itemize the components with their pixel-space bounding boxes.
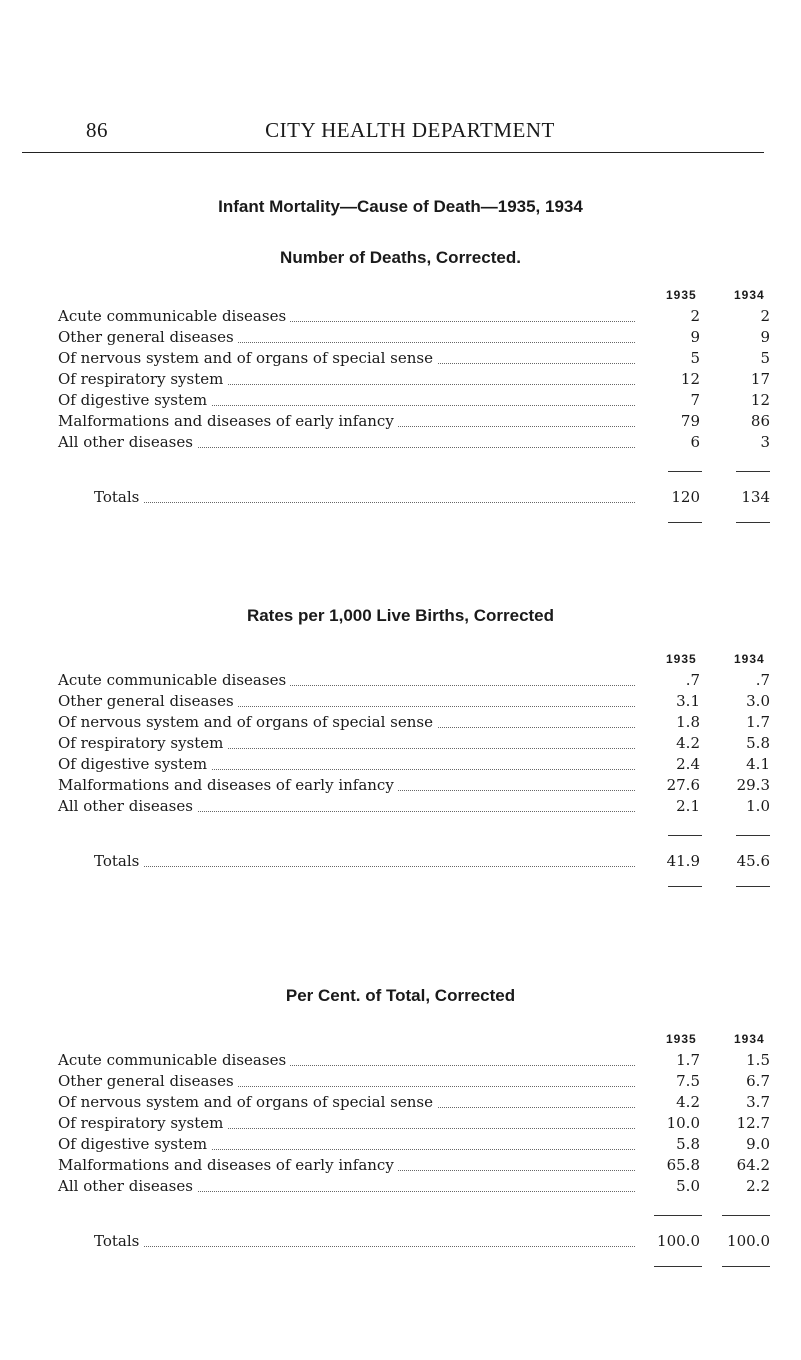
- row-label: Malformations and diseases of early infancy: [58, 775, 398, 796]
- value-1934: 9.0: [710, 1134, 770, 1155]
- rule-line: [668, 835, 702, 836]
- row-label: Other general diseases: [58, 327, 238, 348]
- table-row: [58, 775, 768, 796]
- row-label: Of nervous system and of organs of special sense: [58, 1092, 437, 1113]
- value-1935: 79: [640, 411, 700, 432]
- rule-line: [668, 522, 702, 523]
- deaths-table: [58, 286, 768, 528]
- dot-leader: [138, 866, 635, 867]
- row-label: Totals: [94, 851, 143, 872]
- row-label: Of respiratory system: [58, 1113, 227, 1134]
- year-header: [58, 286, 768, 306]
- totals-row: [58, 487, 768, 508]
- row-label: Of digestive system: [58, 754, 211, 775]
- totals-row: [58, 1231, 768, 1252]
- value-1935: 41.9: [640, 851, 700, 872]
- value-1934: 9: [710, 327, 770, 348]
- row-label: Of digestive system: [58, 390, 211, 411]
- value-1935: 12: [640, 369, 700, 390]
- total-rules: [58, 1252, 768, 1272]
- value-1935: 6: [640, 432, 700, 453]
- value-1934: 4.1: [710, 754, 770, 775]
- value-1935: .7: [640, 670, 700, 691]
- table-row: [58, 1071, 768, 1092]
- row-label: Totals: [94, 487, 143, 508]
- table-row: [58, 733, 768, 754]
- row-label: Of nervous system and of organs of special sense: [58, 712, 437, 733]
- total-rules: [58, 508, 768, 528]
- value-1934: 12: [710, 390, 770, 411]
- department-title: CITY HEALTH DEPARTMENT: [265, 118, 555, 142]
- value-1935: 120: [640, 487, 700, 508]
- value-1934: 2: [710, 306, 770, 327]
- row-label: Acute communicable diseases: [58, 670, 290, 691]
- year-header: [58, 1030, 768, 1050]
- value-1934: 3.7: [710, 1092, 770, 1113]
- value-1935: 1.8: [640, 712, 700, 733]
- table-row: [58, 712, 768, 733]
- row-label: Malformations and diseases of early infancy: [58, 1155, 398, 1176]
- row-label: Malformations and diseases of early infancy: [58, 411, 398, 432]
- row-label: Other general diseases: [58, 1071, 238, 1092]
- table-row: [58, 670, 768, 691]
- year-1935: 1935: [666, 288, 697, 302]
- total-rules: [58, 872, 768, 892]
- subtotal-rules: [58, 1197, 768, 1231]
- section-title: Per Cent. of Total, Corrected: [285, 986, 516, 1005]
- value-1934: 6.7: [710, 1071, 770, 1092]
- rule-line: [668, 886, 702, 887]
- value-1934: 45.6: [710, 851, 770, 872]
- year-header: [58, 650, 768, 670]
- table-row: [58, 432, 768, 453]
- value-1934: 12.7: [710, 1113, 770, 1134]
- value-1935: 3.1: [640, 691, 700, 712]
- value-1935: 100.0: [640, 1231, 700, 1252]
- year-1935: 1935: [666, 652, 697, 666]
- main-title: Infant Mortality—Cause of Death—1935, 1934: [218, 197, 583, 216]
- table-row: [58, 411, 768, 432]
- rule-line: [654, 1215, 702, 1216]
- rule-line: [736, 835, 770, 836]
- row-label: All other diseases: [58, 432, 197, 453]
- row-label: All other diseases: [58, 1176, 197, 1197]
- rule-line: [736, 522, 770, 523]
- rule-line: [736, 886, 770, 887]
- value-1934: 3: [710, 432, 770, 453]
- table-row: [58, 691, 768, 712]
- table-row: [58, 390, 768, 411]
- value-1934: 29.3: [710, 775, 770, 796]
- section-title: Rates per 1,000 Live Births, Corrected: [246, 606, 555, 625]
- value-1935: 5: [640, 348, 700, 369]
- value-1935: 2.1: [640, 796, 700, 817]
- page-number: 86: [86, 118, 108, 142]
- value-1934: 86: [710, 411, 770, 432]
- table-row: [58, 1176, 768, 1197]
- row-label: Of digestive system: [58, 1134, 211, 1155]
- header-rule: [22, 152, 764, 153]
- table-row: [58, 306, 768, 327]
- value-1935: 7: [640, 390, 700, 411]
- value-1935: 5.0: [640, 1176, 700, 1197]
- value-1934: 17: [710, 369, 770, 390]
- table-row: [58, 1092, 768, 1113]
- value-1935: 10.0: [640, 1113, 700, 1134]
- row-label: Acute communicable diseases: [58, 306, 290, 327]
- rule-line: [722, 1266, 770, 1267]
- value-1934: .7: [710, 670, 770, 691]
- subtotal-rules: [58, 453, 768, 487]
- table-row: [58, 1113, 768, 1134]
- year-1934: 1934: [734, 652, 765, 666]
- value-1934: 100.0: [710, 1231, 770, 1252]
- table-row: [58, 348, 768, 369]
- table-row: [58, 1155, 768, 1176]
- value-1935: 9: [640, 327, 700, 348]
- dot-leader: [138, 1246, 635, 1247]
- value-1934: 2.2: [710, 1176, 770, 1197]
- section-title: Number of Deaths, Corrected.: [280, 248, 521, 267]
- year-1934: 1934: [734, 1032, 765, 1046]
- rule-line: [668, 471, 702, 472]
- value-1934: 5: [710, 348, 770, 369]
- value-1934: 1.0: [710, 796, 770, 817]
- value-1935: 2.4: [640, 754, 700, 775]
- value-1935: 5.8: [640, 1134, 700, 1155]
- value-1935: 1.7: [640, 1050, 700, 1071]
- value-1934: 1.5: [710, 1050, 770, 1071]
- row-label: Of respiratory system: [58, 733, 227, 754]
- table-row: [58, 369, 768, 390]
- table-row: [58, 1050, 768, 1071]
- rule-line: [736, 471, 770, 472]
- row-label: Of respiratory system: [58, 369, 227, 390]
- rates-table: [58, 650, 768, 892]
- value-1934: 5.8: [710, 733, 770, 754]
- row-label: Other general diseases: [58, 691, 238, 712]
- row-label: Of nervous system and of organs of special sense: [58, 348, 437, 369]
- value-1934: 3.0: [710, 691, 770, 712]
- value-1935: 2: [640, 306, 700, 327]
- table-row: [58, 327, 768, 348]
- row-label: Totals: [94, 1231, 143, 1252]
- value-1935: 65.8: [640, 1155, 700, 1176]
- value-1935: 7.5: [640, 1071, 700, 1092]
- table-row: [58, 796, 768, 817]
- value-1935: 4.2: [640, 733, 700, 754]
- row-label: Acute communicable diseases: [58, 1050, 290, 1071]
- table-row: [58, 1134, 768, 1155]
- year-1934: 1934: [734, 288, 765, 302]
- value-1935: 4.2: [640, 1092, 700, 1113]
- year-1935: 1935: [666, 1032, 697, 1046]
- table-row: [58, 754, 768, 775]
- value-1934: 64.2: [710, 1155, 770, 1176]
- rule-line: [722, 1215, 770, 1216]
- value-1934: 134: [710, 487, 770, 508]
- subtotal-rules: [58, 817, 768, 851]
- dot-leader: [138, 502, 635, 503]
- value-1934: 1.7: [710, 712, 770, 733]
- rule-line: [654, 1266, 702, 1267]
- value-1935: 27.6: [640, 775, 700, 796]
- totals-row: [58, 851, 768, 872]
- percent-table: [58, 1030, 768, 1272]
- row-label: All other diseases: [58, 796, 197, 817]
